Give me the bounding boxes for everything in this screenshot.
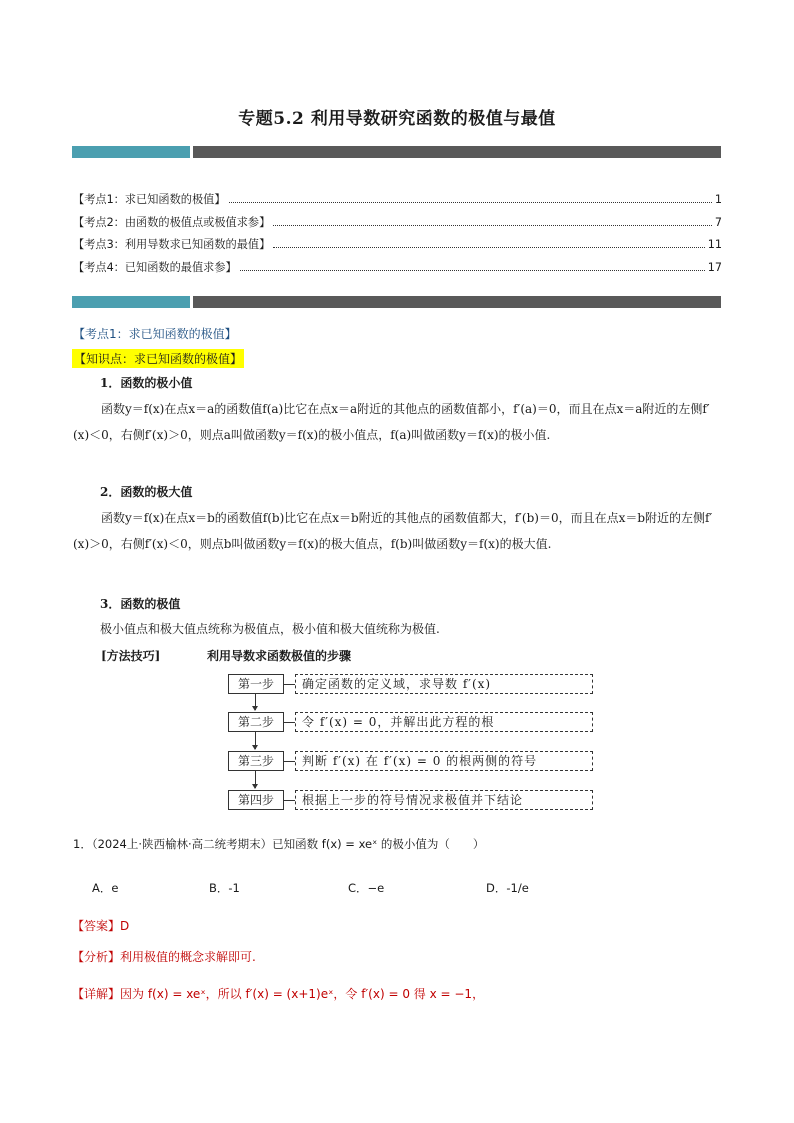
- method-label: [方法技巧]: [101, 649, 161, 663]
- method-title: 利用导数求函数极值的步骤: [207, 649, 352, 663]
- toc-row[interactable]: [73, 214, 722, 237]
- detail-label: 【详解】: [72, 987, 121, 1001]
- answer-line: [72, 917, 129, 934]
- divider-teal-segment: [72, 296, 190, 308]
- option-b[interactable]: [209, 880, 240, 896]
- table-of-contents: [73, 191, 722, 281]
- subheading-extremum: 3．函数的极值: [100, 597, 181, 611]
- toc-label: 【考点4：已知函数的最值求参】: [73, 260, 237, 274]
- step-box: 第二步: [228, 712, 284, 732]
- option-a[interactable]: [92, 880, 118, 896]
- header-divider-band: [72, 146, 721, 158]
- question-stem: 1．（2024上·陕西榆林·高二统考期末）已知函数 f(x) = xeˣ 的极小值为（ ）: [73, 837, 485, 851]
- option-value: -1: [228, 881, 240, 895]
- method-tips: [101, 647, 352, 664]
- divider-gray-segment: [193, 146, 721, 158]
- step-box: 第一步: [228, 674, 284, 694]
- option-label: B．: [209, 881, 229, 895]
- option-c[interactable]: [348, 880, 384, 896]
- divider-teal-segment: [72, 146, 190, 158]
- step-description: 令 f′(x) = 0，并解出此方程的根: [295, 712, 593, 732]
- toc-page: 1: [714, 193, 722, 206]
- step-connector: [284, 722, 295, 723]
- answer-value: D: [120, 919, 130, 933]
- analysis-text: 利用极值的概念求解即可.: [120, 950, 256, 964]
- toc-label: 【考点2：由函数的极值点或极值求参】: [73, 215, 271, 229]
- answer-label: 【答案】: [72, 919, 121, 933]
- step-connector: [284, 684, 295, 685]
- paragraph-minimum: 函数y＝f(x)在点x＝a的函数值f(a)比它在点x＝a附近的其他点的函数值都小，f′(a)＝0，而且在点x＝a附近的左侧f′(x)＜0，右侧f′(x)＞0，则点a叫做函数y＝f(x)的极小值点，f(a)叫做函数y＝f(x)的极小值.: [73, 402, 710, 442]
- paragraph-maximum: 函数y＝f(x)在点x＝b的函数值f(b)比它在点x＝b附近的其他点的函数值都大，f′(b)＝0，而且在点x＝b附近的左侧f′(x)＞0，右侧f′(x)＜0，则点b叫做函数y＝f(x)的极大值点，f(b)叫做函数y＝f(x)的极大值.: [73, 511, 713, 551]
- step-connector: [284, 761, 295, 762]
- toc-row[interactable]: [73, 236, 722, 259]
- toc-page: 17: [707, 260, 722, 274]
- toc-label: 【考点3：利用导数求已知函数的最值】: [73, 238, 271, 251]
- option-d[interactable]: [486, 880, 529, 896]
- toc-leader: [229, 195, 712, 203]
- detail-line: [72, 985, 484, 1002]
- toc-row[interactable]: [73, 191, 722, 214]
- section-heading: 【考点1：求已知函数的极值】: [73, 327, 237, 341]
- subheading-minimum: 1．函数的极小值: [100, 376, 193, 390]
- toc-label: 【考点1：求已知函数的极值】: [73, 193, 226, 206]
- down-arrow-icon: [255, 771, 256, 788]
- paragraph-extremum: 极小值点和极大值点统称为极值点，极小值和极大值统称为极值.: [100, 622, 440, 636]
- down-arrow-icon: [255, 694, 256, 710]
- option-value: -1/e: [506, 881, 529, 895]
- knowledge-point-label: 【知识点：求已知函数的极值】: [72, 349, 244, 368]
- step-box: 第四步: [228, 790, 284, 810]
- analysis-label: 【分析】: [72, 950, 121, 964]
- down-arrow-icon: [255, 732, 256, 749]
- toc-leader: [273, 240, 704, 248]
- step-box: 第三步: [228, 751, 284, 771]
- step-description: 根据上一步的符号情况求极值并下结论: [295, 790, 593, 810]
- step-connector: [284, 800, 295, 801]
- subheading-maximum: 2．函数的极大值: [100, 485, 193, 499]
- option-value: −e: [367, 881, 385, 895]
- option-value: e: [111, 881, 119, 895]
- step-description: 确定函数的定义域，求导数 f′(x): [295, 674, 593, 694]
- toc-page: 11: [707, 238, 722, 251]
- section-divider-band: [72, 296, 721, 308]
- toc-leader: [273, 218, 712, 226]
- option-label: D．: [486, 881, 507, 895]
- step-description: 判断 f′(x) 在 f′(x) = 0 的根两侧的符号: [295, 751, 593, 771]
- analysis-line: [72, 948, 256, 965]
- option-label: A．: [92, 881, 112, 895]
- steps-flowchart: [228, 672, 598, 814]
- option-label: C．: [348, 881, 368, 895]
- page-title: 专题5.2 利用导数研究函数的极值与最值: [238, 109, 556, 129]
- toc-page: 7: [714, 215, 722, 229]
- toc-leader: [240, 263, 705, 271]
- toc-row[interactable]: [73, 259, 722, 282]
- divider-gray-segment: [193, 296, 721, 308]
- detail-text: 因为 f(x) = xeˣ，所以 f′(x) = (x+1)eˣ，令 f′(x) = 0 得 x = −1，: [120, 987, 485, 1001]
